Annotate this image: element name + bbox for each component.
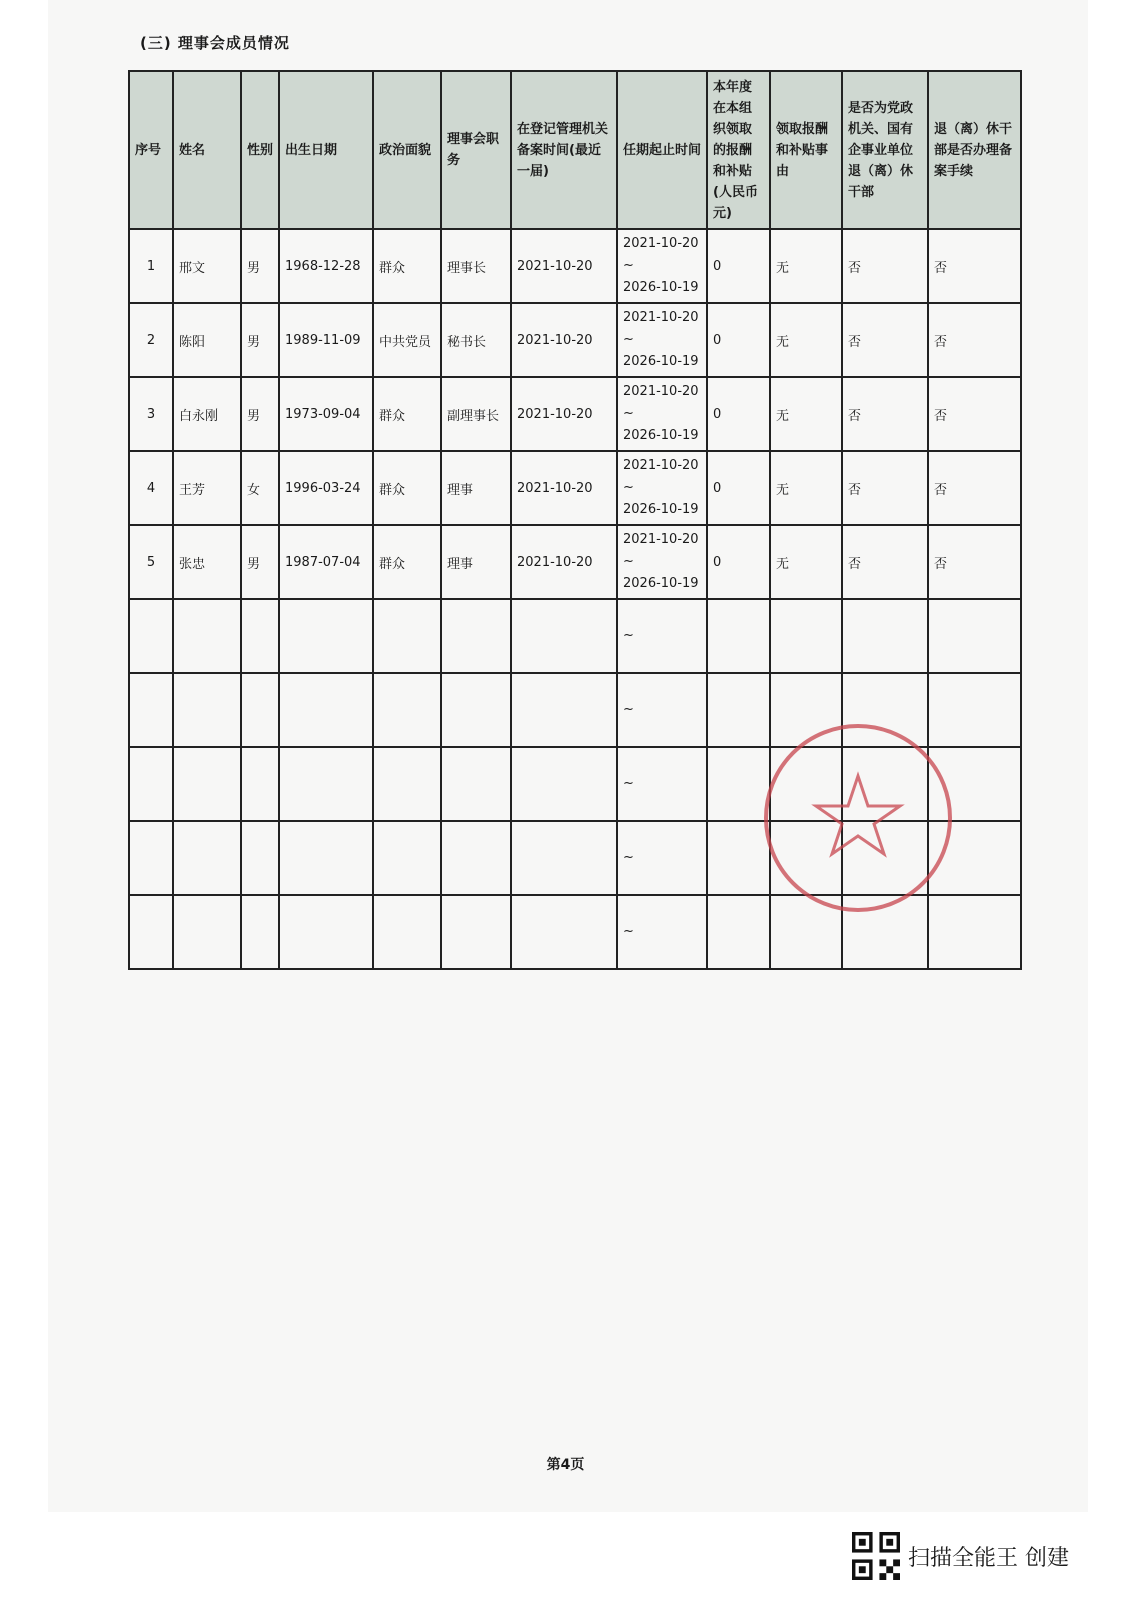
- pay-amount-cell: 0: [707, 303, 770, 377]
- empty-cell: [129, 673, 173, 747]
- birth-date-cell: 1973-09-04: [279, 377, 373, 451]
- name-cell: 白永刚: [173, 377, 241, 451]
- birth-date-cell: 1968-12-28: [279, 229, 373, 303]
- scanner-label: 扫描全能王 创建: [908, 1545, 1069, 1571]
- empty-cell: [373, 673, 441, 747]
- empty-cell: [173, 673, 241, 747]
- table-row: [129, 377, 1021, 451]
- term-start: 2021-10-20: [623, 384, 699, 399]
- seq-cell: 3: [129, 377, 173, 451]
- empty-table-row: [129, 599, 1021, 673]
- empty-cell: [279, 599, 373, 673]
- empty-cell: [441, 673, 511, 747]
- term-period-cell: ~: [617, 673, 707, 747]
- name-cell: 陈阳: [173, 303, 241, 377]
- pay-reason-cell: 无: [770, 377, 842, 451]
- header-cell: 政治面貌: [373, 71, 441, 229]
- term-period-cell: [617, 229, 707, 303]
- header-cell: 任期起止时间: [617, 71, 707, 229]
- board-position-cell: 理事: [441, 525, 511, 599]
- pay-amount-cell: 0: [707, 451, 770, 525]
- pay-amount-cell: 0: [707, 377, 770, 451]
- qr-code-icon: [852, 1532, 900, 1580]
- empty-cell: [511, 599, 617, 673]
- term-period-cell: [617, 525, 707, 599]
- empty-cell: [129, 599, 173, 673]
- empty-cell: [241, 599, 279, 673]
- header-cell: 本年度在本组织领取的报酬和补贴(人民币元): [707, 71, 770, 229]
- retired-cadre-cell: 否: [842, 229, 928, 303]
- term-start: 2021-10-20: [623, 236, 699, 251]
- birth-date-cell: 1989-11-09: [279, 303, 373, 377]
- gender-cell: 男: [241, 229, 279, 303]
- gender-cell: 男: [241, 303, 279, 377]
- retired-cadre-cell: 否: [842, 525, 928, 599]
- scanner-watermark: [852, 1534, 1069, 1578]
- filing-date-cell: 2021-10-20: [511, 451, 617, 525]
- seq-cell: 4: [129, 451, 173, 525]
- filing-date-cell: 2021-10-20: [511, 525, 617, 599]
- empty-cell: [279, 821, 373, 895]
- empty-cell: [707, 599, 770, 673]
- seq-cell: 5: [129, 525, 173, 599]
- term-separator: ~: [623, 332, 634, 347]
- board-position-cell: 理事: [441, 451, 511, 525]
- empty-cell: [441, 895, 511, 969]
- pay-amount-cell: 0: [707, 229, 770, 303]
- seq-cell: 1: [129, 229, 173, 303]
- red-star-seal-icon: [758, 718, 958, 918]
- retired-cadre-cell: 否: [842, 377, 928, 451]
- header-cell: 性别: [241, 71, 279, 229]
- section-title: (三) 理事会成员情况: [140, 34, 290, 52]
- empty-cell: [241, 673, 279, 747]
- empty-cell: [279, 747, 373, 821]
- political-status-cell: 群众: [373, 377, 441, 451]
- term-start: 2021-10-20: [623, 532, 699, 547]
- empty-cell: [129, 895, 173, 969]
- header-cell: 领取报酬和补贴事由: [770, 71, 842, 229]
- term-end: 2026-10-19: [623, 502, 699, 517]
- political-status-cell: 群众: [373, 451, 441, 525]
- name-cell: 邢文: [173, 229, 241, 303]
- term-start: 2021-10-20: [623, 310, 699, 325]
- term-period-cell: ~: [617, 599, 707, 673]
- gender-cell: 男: [241, 377, 279, 451]
- gender-cell: 男: [241, 525, 279, 599]
- retiree-filing-cell: 否: [928, 451, 1021, 525]
- empty-cell: [173, 895, 241, 969]
- empty-cell: [173, 747, 241, 821]
- empty-cell: [441, 599, 511, 673]
- political-status-cell: 群众: [373, 229, 441, 303]
- empty-cell: [173, 821, 241, 895]
- empty-cell: [373, 895, 441, 969]
- table-row: [129, 303, 1021, 377]
- seq-cell: 2: [129, 303, 173, 377]
- empty-cell: [279, 895, 373, 969]
- page-number: 第4页: [546, 1457, 585, 1473]
- birth-date-cell: 1987-07-04: [279, 525, 373, 599]
- board-position-cell: 秘书长: [441, 303, 511, 377]
- term-period-cell: ~: [617, 747, 707, 821]
- political-status-cell: 群众: [373, 525, 441, 599]
- header-cell: 出生日期: [279, 71, 373, 229]
- pay-amount-cell: 0: [707, 525, 770, 599]
- empty-cell: [511, 673, 617, 747]
- header-cell: 姓名: [173, 71, 241, 229]
- empty-cell: [129, 821, 173, 895]
- pay-reason-cell: 无: [770, 525, 842, 599]
- empty-cell: [173, 599, 241, 673]
- empty-cell: [241, 747, 279, 821]
- term-period-cell: [617, 377, 707, 451]
- header-cell: 序号: [129, 71, 173, 229]
- empty-cell: [842, 599, 928, 673]
- empty-cell: [241, 895, 279, 969]
- term-period-cell: ~: [617, 821, 707, 895]
- header-cell: 在登记管理机关备案时间(最近一届): [511, 71, 617, 229]
- term-end: 2026-10-19: [623, 280, 699, 295]
- term-period-cell: [617, 451, 707, 525]
- term-end: 2026-10-19: [623, 428, 699, 443]
- header-cell: 退（离）休干部是否办理备案手续: [928, 71, 1021, 229]
- empty-cell: [511, 747, 617, 821]
- pay-reason-cell: 无: [770, 229, 842, 303]
- gender-cell: 女: [241, 451, 279, 525]
- name-cell: 张忠: [173, 525, 241, 599]
- empty-cell: [373, 821, 441, 895]
- header-cell: 理事会职务: [441, 71, 511, 229]
- retiree-filing-cell: 否: [928, 303, 1021, 377]
- empty-cell: [279, 673, 373, 747]
- term-period-cell: [617, 303, 707, 377]
- empty-cell: [129, 747, 173, 821]
- pay-reason-cell: 无: [770, 451, 842, 525]
- term-start: 2021-10-20: [623, 458, 699, 473]
- board-position-cell: 理事长: [441, 229, 511, 303]
- term-end: 2026-10-19: [623, 354, 699, 369]
- retiree-filing-cell: 否: [928, 377, 1021, 451]
- filing-date-cell: 2021-10-20: [511, 377, 617, 451]
- empty-cell: [373, 599, 441, 673]
- pay-reason-cell: 无: [770, 303, 842, 377]
- retired-cadre-cell: 否: [842, 303, 928, 377]
- retired-cadre-cell: 否: [842, 451, 928, 525]
- term-separator: ~: [623, 480, 634, 495]
- term-separator: ~: [623, 406, 634, 421]
- term-separator: ~: [623, 258, 634, 273]
- term-period-cell: ~: [617, 895, 707, 969]
- retiree-filing-cell: 否: [928, 229, 1021, 303]
- table-row: [129, 229, 1021, 303]
- empty-cell: [441, 821, 511, 895]
- empty-cell: [441, 747, 511, 821]
- empty-cell: [770, 599, 842, 673]
- political-status-cell: 中共党员: [373, 303, 441, 377]
- table-row: [129, 451, 1021, 525]
- retiree-filing-cell: 否: [928, 525, 1021, 599]
- empty-cell: [928, 599, 1021, 673]
- filing-date-cell: 2021-10-20: [511, 229, 617, 303]
- board-position-cell: 副理事长: [441, 377, 511, 451]
- empty-cell: [373, 747, 441, 821]
- term-end: 2026-10-19: [623, 576, 699, 591]
- table-row: [129, 525, 1021, 599]
- term-separator: ~: [623, 554, 634, 569]
- empty-cell: [511, 895, 617, 969]
- birth-date-cell: 1996-03-24: [279, 451, 373, 525]
- filing-date-cell: 2021-10-20: [511, 303, 617, 377]
- empty-cell: [241, 821, 279, 895]
- name-cell: 王芳: [173, 451, 241, 525]
- header-cell: 是否为党政机关、国有企事业单位退（离）休干部: [842, 71, 928, 229]
- empty-cell: [511, 821, 617, 895]
- table-header-row: [129, 71, 1021, 229]
